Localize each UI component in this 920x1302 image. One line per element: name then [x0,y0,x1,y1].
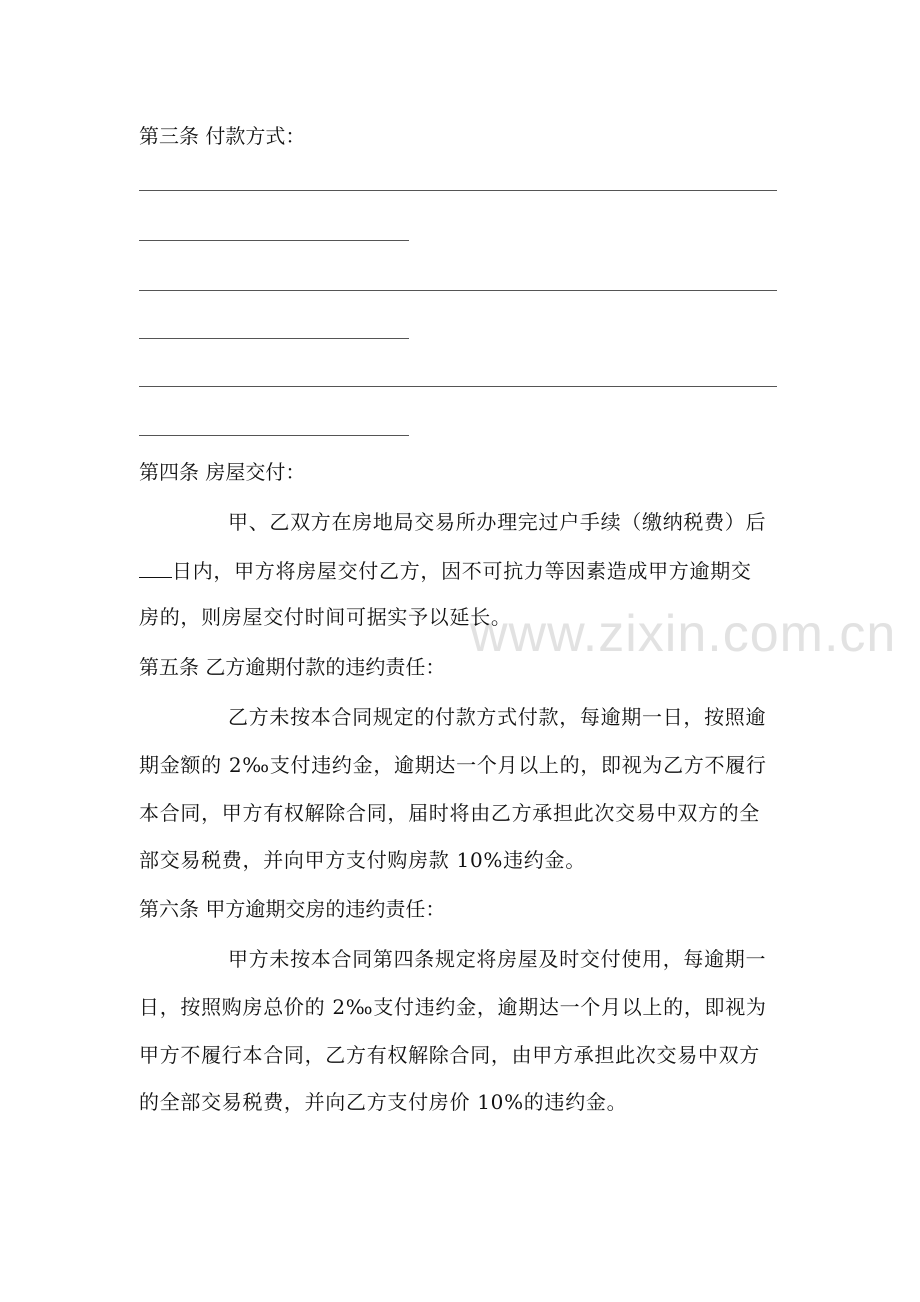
blank-rule-4 [139,338,409,339]
days-blank-field [139,559,172,578]
section-5-line-3: 本合同，甲方有权解除合同，届时将由乙方承担此次交易中双方的全 [139,801,760,825]
section-5-line-2: 期金额的 2‰支付违约金，逾期达一个月以上的，即视为乙方不履行 [139,753,767,777]
section-5-line-1: 乙方未按本合同规定的付款方式付款，每逾期一日，按照逾 [228,705,767,729]
section-6-line-4: 的全部交易税费，并向乙方支付房价 10%的违约金。 [139,1090,628,1114]
section-4-line-3: 房的，则房屋交付时间可据实予以延长。 [139,605,512,629]
section-5-line-4: 部交易税费，并向甲方支付购房款 10%违约金。 [139,848,586,872]
section-5-heading: 第五条 乙方逾期付款的违约责任： [139,655,446,679]
section-4-line-2-text: 日内，甲方将房屋交付乙方，因不可抗力等因素造成甲方逾期交 [172,559,752,583]
section-6-line-3: 甲方不履行本合同，乙方有权解除合同，由甲方承担此次交易中双方 [139,1043,760,1067]
blank-rule-2 [139,240,409,241]
blank-rule-6 [139,435,409,436]
watermark-text: www.zixin.com.cn [470,605,897,663]
section-4-line-1: 甲、乙双方在房地局交易所办理完过户手续（缴纳税费）后 [228,510,767,534]
blank-rule-1 [139,190,777,191]
blank-rule-5 [139,386,777,387]
blank-rule-3 [139,290,777,291]
section-4-heading: 第四条 房屋交付： [139,460,306,484]
section-6-line-2: 日，按照购房总价的 2‰支付违约金，逾期达一个月以上的，即视为 [139,995,767,1019]
section-4-line-2 [139,559,752,583]
section-3-heading: 第三条 付款方式： [139,124,306,148]
section-6-line-1: 甲方未按本合同第四条规定将房屋及时交付使用，每逾期一 [228,947,767,971]
section-6-heading: 第六条 甲方逾期交房的违约责任： [139,897,446,921]
